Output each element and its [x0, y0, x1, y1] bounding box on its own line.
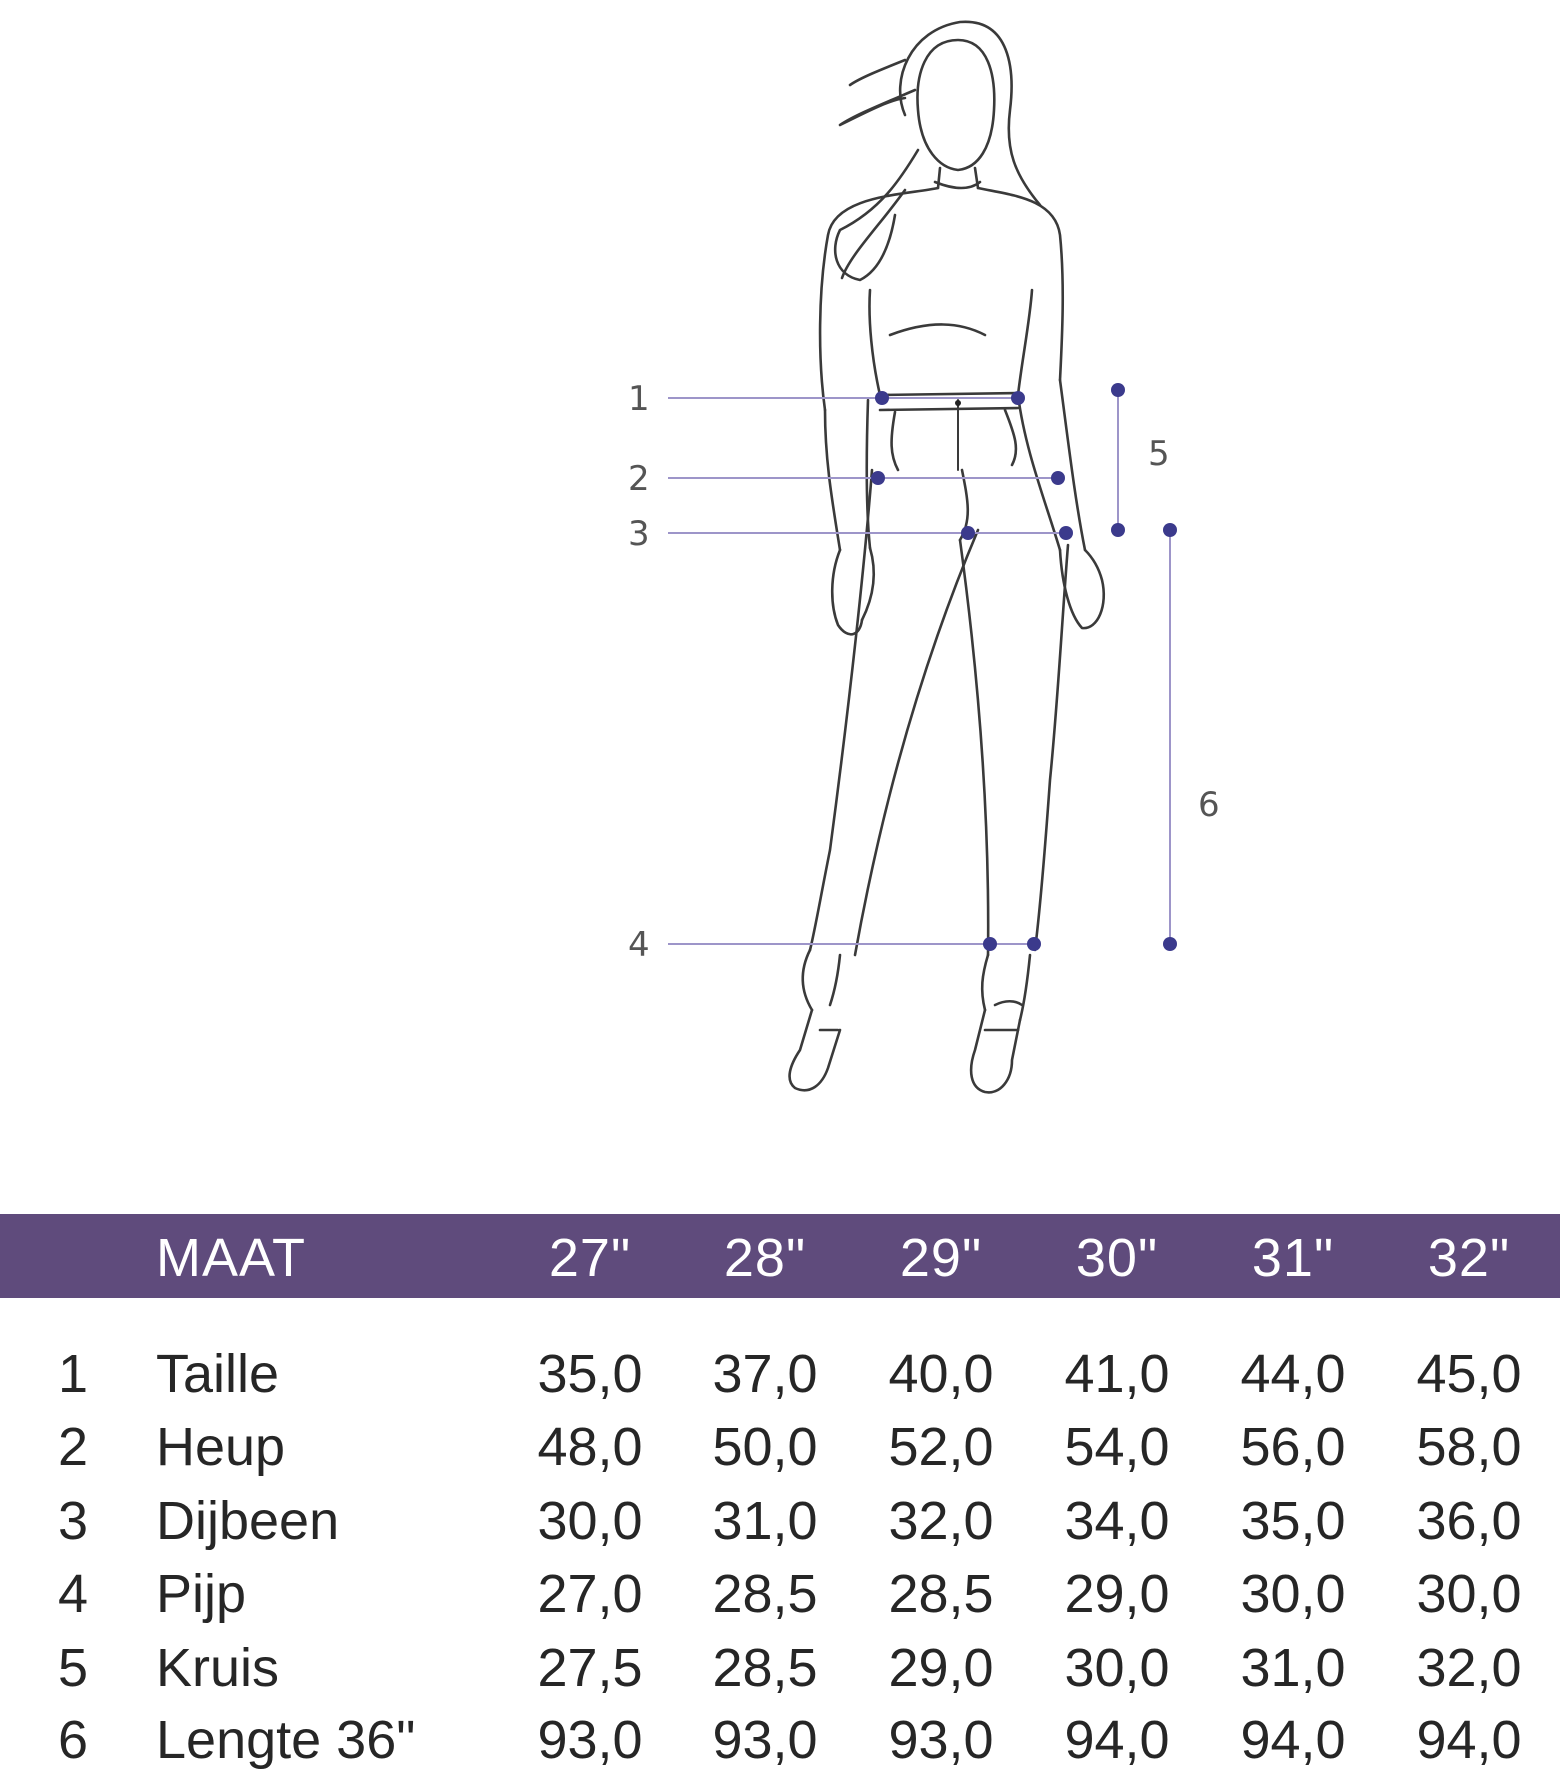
- table-cell: 31,0: [712, 1491, 818, 1551]
- row-number: 6: [58, 1710, 89, 1770]
- marker-label-3: 3: [628, 514, 650, 554]
- size-header-31: 31": [1251, 1228, 1335, 1288]
- table-cell: 50,0: [712, 1417, 818, 1477]
- row-number: 2: [58, 1417, 89, 1477]
- table-cell: 29,0: [888, 1638, 994, 1698]
- table-cell: 30,0: [1240, 1564, 1346, 1624]
- marker-label-2: 2: [628, 459, 650, 499]
- table-cell: 56,0: [1240, 1417, 1346, 1477]
- row-number: 1: [58, 1344, 89, 1404]
- table-cell: 40,0: [888, 1344, 994, 1404]
- table-cell: 41,0: [1064, 1344, 1170, 1404]
- row-number: 4: [58, 1564, 89, 1624]
- table-cell: 93,0: [537, 1710, 643, 1770]
- size-header-29: 29": [899, 1228, 983, 1288]
- marker-label-5: 5: [1148, 434, 1170, 474]
- row-label: Dijbeen: [156, 1491, 340, 1551]
- table-cell: 48,0: [537, 1417, 643, 1477]
- row-label: Lengte 36": [156, 1710, 416, 1770]
- table-cell: 28,5: [712, 1564, 818, 1624]
- size-header-27: 27": [548, 1228, 632, 1288]
- table-cell: 94,0: [1240, 1710, 1346, 1770]
- row-label: Heup: [156, 1417, 286, 1477]
- table-cell: 28,5: [712, 1638, 818, 1698]
- table-cell: 32,0: [1416, 1638, 1522, 1698]
- table-cell: 36,0: [1416, 1491, 1522, 1551]
- table-cell: 37,0: [712, 1344, 818, 1404]
- size-header-32: 32": [1427, 1228, 1511, 1288]
- row-label: Pijp: [156, 1564, 247, 1624]
- table-cell: 94,0: [1416, 1710, 1522, 1770]
- table-cell: 58,0: [1416, 1417, 1522, 1477]
- table-cell: 32,0: [888, 1491, 994, 1551]
- size-header-label: MAAT: [156, 1228, 306, 1288]
- size-header-28: 28": [723, 1228, 807, 1288]
- table-cell: 94,0: [1064, 1710, 1170, 1770]
- table-cell: 31,0: [1240, 1638, 1346, 1698]
- table-cell: 27,0: [537, 1564, 643, 1624]
- woman-outline: [790, 22, 1104, 1093]
- table-cell: 54,0: [1064, 1417, 1170, 1477]
- measurement-dots: [871, 383, 1177, 951]
- row-label: Kruis: [156, 1638, 280, 1698]
- table-cell: 45,0: [1416, 1344, 1522, 1404]
- row-number: 3: [58, 1491, 89, 1551]
- table-cell: 30,0: [1416, 1564, 1522, 1624]
- table-cell: 27,5: [537, 1638, 643, 1698]
- table-cell: 52,0: [888, 1417, 994, 1477]
- table-cell: 93,0: [888, 1710, 994, 1770]
- table-cell: 34,0: [1064, 1491, 1170, 1551]
- measurement-lines: [668, 390, 1170, 944]
- table-cell: 30,0: [537, 1491, 643, 1551]
- table-cell: 28,5: [888, 1564, 994, 1624]
- row-label: Taille: [156, 1344, 280, 1404]
- row-number: 5: [58, 1638, 89, 1698]
- marker-label-1: 1: [628, 379, 650, 419]
- table-cell: 29,0: [1064, 1564, 1170, 1624]
- table-cell: 35,0: [537, 1344, 643, 1404]
- table-cell: 93,0: [712, 1710, 818, 1770]
- marker-label-4: 4: [628, 925, 650, 965]
- size-header-30: 30": [1075, 1228, 1159, 1288]
- table-cell: 44,0: [1240, 1344, 1346, 1404]
- table-cell: 35,0: [1240, 1491, 1346, 1551]
- marker-label-6: 6: [1198, 785, 1220, 825]
- table-cell: 30,0: [1064, 1638, 1170, 1698]
